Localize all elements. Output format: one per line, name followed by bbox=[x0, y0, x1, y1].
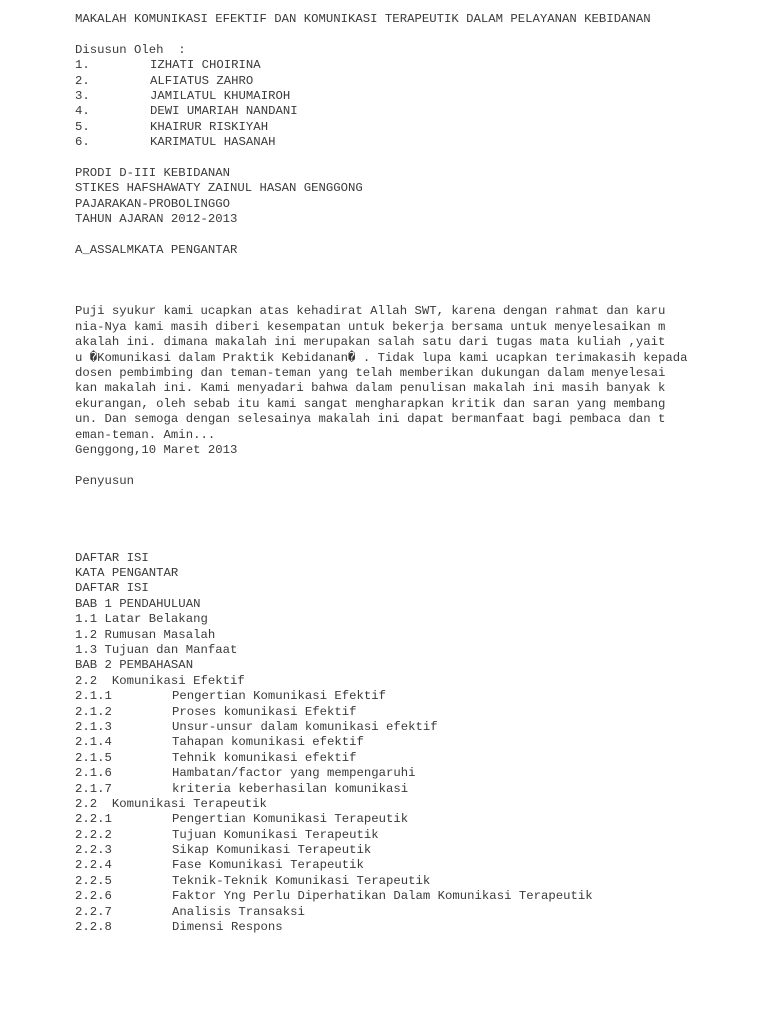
toc-subitem-number: 2.1.5 bbox=[75, 750, 112, 765]
toc-subitem-text: Pengertian Komunikasi Efektif bbox=[172, 689, 387, 704]
preface-line: akalah ini. dimana makalah ini merupakan salah satu dari tugas mata kuliah ,yait bbox=[75, 335, 666, 350]
author-number: 4. bbox=[75, 104, 90, 119]
toc-chapter: BAB 1 PENDAHULUAN bbox=[75, 596, 201, 611]
toc-subitem-number: 2.1.1 bbox=[75, 689, 112, 704]
table-of-contents bbox=[75, 551, 755, 936]
toc-subitem-number: 2.1.7 bbox=[75, 781, 112, 796]
toc-subitem-number: 2.2.6 bbox=[75, 889, 112, 904]
author-number: 1. bbox=[75, 58, 90, 73]
toc-item: 1.1 Latar Belakang bbox=[75, 612, 208, 627]
document-title: MAKALAH KOMUNIKASI EFEKTIF DAN KOMUNIKASI TERAPEUTIK DALAM PELAYANAN KEBIDANAN bbox=[75, 12, 651, 26]
toc-subitem-number: 2.1.6 bbox=[75, 766, 112, 781]
author-name: KHAIRUR RISKIYAH bbox=[150, 119, 269, 134]
toc-subitem-number: 2.2.8 bbox=[75, 920, 112, 935]
preface-line: un. Dan semoga dengan selesainya makalah ini dapat bermanfaat bagi pembaca dan t bbox=[75, 412, 666, 427]
toc-subitem-text: Tehnik komunikasi efektif bbox=[172, 750, 357, 765]
toc-chapter: BAB 2 PEMBAHASAN bbox=[75, 658, 194, 673]
toc-subitem-number: 2.2.3 bbox=[75, 843, 112, 858]
author-name: ALFIATUS ZAHRO bbox=[150, 73, 254, 88]
preface-line: u �Komunikasi dalam Praktik Kebidanan� . Tidak lupa kami ucapkan terimakasih kepada bbox=[75, 350, 688, 365]
toc-subitem-text: Tahapan komunikasi efektif bbox=[172, 735, 364, 750]
signature: Penyusun bbox=[75, 473, 135, 488]
toc-subitem-text: Proses komunikasi Efektif bbox=[172, 704, 357, 719]
author-item bbox=[75, 58, 755, 73]
toc-item: DAFTAR ISI bbox=[75, 581, 149, 596]
toc-item: 1.3 Tujuan dan Manfaat bbox=[75, 643, 238, 658]
toc-subitem-text: Tujuan Komunikasi Terapeutik bbox=[172, 827, 379, 842]
preface-heading: A_ASSALMKATA PENGANTAR bbox=[75, 242, 238, 257]
author-number: 5. bbox=[75, 119, 90, 134]
author-number: 3. bbox=[75, 88, 90, 103]
toc-subitem-number: 2.2.1 bbox=[75, 812, 112, 827]
toc-subitem bbox=[75, 874, 755, 889]
author-name: DEWI UMARIAH NANDANI bbox=[150, 104, 298, 119]
institution-line: STIKES HAFSHAWATY ZAINUL HASAN GENGGONG bbox=[75, 181, 363, 196]
author-item bbox=[75, 89, 755, 104]
author-number: 6. bbox=[75, 135, 90, 150]
author-name: JAMILATUL KHUMAIROH bbox=[150, 88, 291, 103]
toc-subitem bbox=[75, 920, 755, 935]
toc-subitem bbox=[75, 705, 755, 720]
toc-subitem bbox=[75, 766, 755, 781]
author-number: 2. bbox=[75, 73, 90, 88]
institution-line: PAJARAKAN-PROBOLINGGO bbox=[75, 196, 230, 211]
toc-subitem-number: 2.1.4 bbox=[75, 735, 112, 750]
toc-subitem bbox=[75, 751, 755, 766]
toc-subitem bbox=[75, 889, 755, 904]
toc-subitem bbox=[75, 843, 755, 858]
toc-subitem-number: 2.2.5 bbox=[75, 873, 112, 888]
toc-subitem bbox=[75, 720, 755, 735]
author-name: IZHATI CHOIRINA bbox=[150, 58, 261, 73]
toc-subitem-text: Unsur-unsur dalam komunikasi efektif bbox=[172, 719, 438, 734]
toc-subitem-text: Pengertian Komunikasi Terapeutik bbox=[172, 812, 409, 827]
toc-section: 2.2 Komunikasi Terapeutik bbox=[75, 796, 267, 811]
place-date: Genggong,10 Maret 2013 bbox=[75, 442, 238, 457]
author-item bbox=[75, 74, 755, 89]
toc-subitem bbox=[75, 812, 755, 827]
authors-heading: Disusun Oleh : bbox=[75, 42, 186, 57]
toc-subitem bbox=[75, 828, 755, 843]
toc-subitem-text: Fase Komunikasi Terapeutik bbox=[172, 858, 364, 873]
toc-subitem-text: Hambatan/factor yang mempengaruhi bbox=[172, 766, 416, 781]
toc-subitem bbox=[75, 689, 755, 704]
preface-line: Puji syukur kami ucapkan atas kehadirat Allah SWT, karena dengan rahmat dan karu bbox=[75, 304, 666, 319]
toc-heading: DAFTAR ISI bbox=[75, 550, 149, 565]
toc-subitem-number: 2.1.3 bbox=[75, 719, 112, 734]
toc-subitem-text: Analisis Transaksi bbox=[172, 904, 305, 919]
toc-subitem-text: kriteria keberhasilan komunikasi bbox=[172, 781, 409, 796]
toc-item: KATA PENGANTAR bbox=[75, 566, 179, 581]
toc-item: 1.2 Rumusan Masalah bbox=[75, 627, 216, 642]
institution-line: PRODI D-III KEBIDANAN bbox=[75, 165, 230, 180]
preface-line: kan makalah ini. Kami menyadari bahwa dalam penulisan makalah ini masih banyak k bbox=[75, 381, 666, 396]
author-item bbox=[75, 120, 755, 135]
toc-subitem-number: 2.1.2 bbox=[75, 704, 112, 719]
document-page bbox=[75, 12, 755, 935]
academic-year: TAHUN AJARAN 2012-2013 bbox=[75, 212, 238, 227]
preface-line: dosen pembimbing dan teman-teman yang telah memberikan dukungan dalam menyelesai bbox=[75, 365, 666, 380]
author-item bbox=[75, 135, 755, 150]
institution-block bbox=[75, 166, 755, 228]
preface-paragraph bbox=[75, 304, 755, 443]
toc-section: 2.2 Komunikasi Efektif bbox=[75, 673, 245, 688]
author-item bbox=[75, 104, 755, 119]
toc-subitem-text: Sikap Komunikasi Terapeutik bbox=[172, 843, 372, 858]
toc-subitem bbox=[75, 782, 755, 797]
toc-subitem-number: 2.2.7 bbox=[75, 904, 112, 919]
toc-subitem-number: 2.2.4 bbox=[75, 858, 112, 873]
toc-subitem-text: Dimensi Respons bbox=[172, 920, 283, 935]
toc-subitem bbox=[75, 858, 755, 873]
toc-subitem-number: 2.2.2 bbox=[75, 827, 112, 842]
preface-line: ekurangan, oleh sebab itu kami sangat mengharapkan kritik dan saran yang membang bbox=[75, 396, 666, 411]
author-name: KARIMATUL HASANAH bbox=[150, 135, 276, 150]
preface-line: nia-Nya kami masih diberi kesempatan untuk bekerja bersama untuk menyelesaikan m bbox=[75, 319, 666, 334]
toc-subitem bbox=[75, 905, 755, 920]
toc-subitem-text: Faktor Yng Perlu Diperhatikan Dalam Komunikasi Terapeutik bbox=[172, 889, 593, 904]
author-list bbox=[75, 58, 755, 150]
toc-subitem bbox=[75, 735, 755, 750]
preface-line: eman-teman. Amin... bbox=[75, 427, 216, 442]
toc-subitem-text: Teknik-Teknik Komunikasi Terapeutik bbox=[172, 873, 431, 888]
